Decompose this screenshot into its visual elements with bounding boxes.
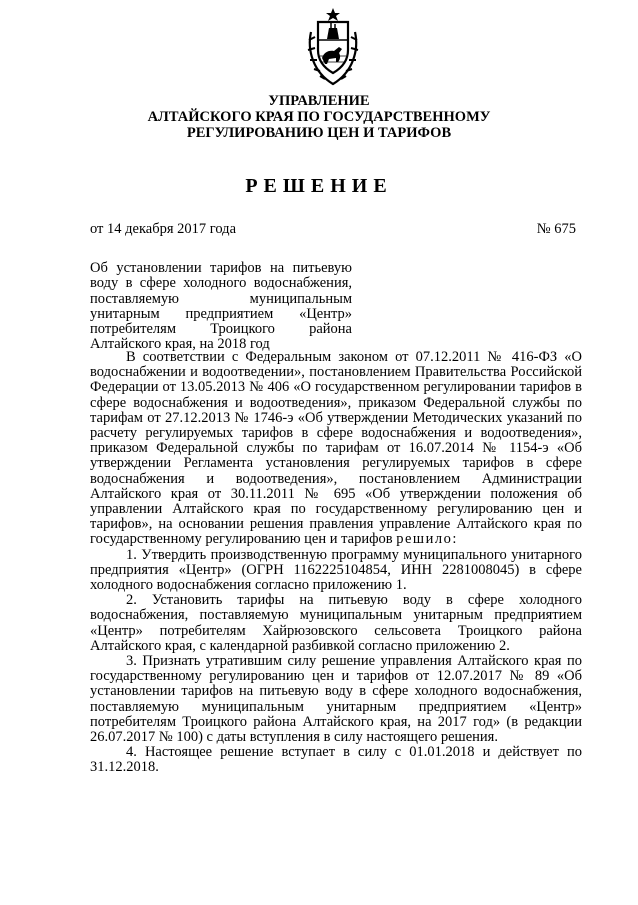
list-item: 1. Утвердить производственную программу муниципального унитарного предприятия «Центр» (ОГРН 1162225104854, ИНН 2281008045) в сфере холодного водоснабжения согласно приложению 1.: [90, 546, 582, 594]
agency-name: [0, 93, 638, 141]
preamble-paragraph: [90, 350, 582, 548]
document-number: № 675: [536, 221, 576, 237]
list-item: 3. Признать утратившим силу решение управления Алтайского края по государственному регулированию цен и тарифов от 12.07.2017 № 89 «Об установлении тарифов на питьевую воду в сфере холодного водоснабжения, поставляемую муниципальным унитарным предприятием «Центр» потребителям Троицкого района Алтайского края, на 2017 год» (в редакции 26.07.2017 № 100) с даты вступления в силу настоящего решения.: [90, 653, 582, 746]
resolved-keyword: решило:: [396, 531, 458, 548]
agency-name-line: УПРАВЛЕНИЕ: [268, 93, 370, 109]
document-date: от 14 декабря 2017 года: [90, 221, 236, 237]
list-item: 4. Настоящее решение вступает в силу с 01.01.2018 и действует по 31.12.2018.: [90, 744, 582, 776]
agency-name-line: РЕГУЛИРОВАНИЮ ЦЕН И ТАРИФОВ: [186, 125, 452, 141]
agency-name-line: АЛТАЙСКОГО КРАЯ ПО ГОСУДАРСТВЕННОМУ: [147, 109, 491, 125]
document-title: РЕШЕНИЕ: [245, 175, 393, 197]
list-item: 2. Установить тарифы на питьевую воду в сфере холодного водоснабжения, поставляемую муниципальным унитарным предприятием «Центр» потребителям Хайрюзовского сельсовета Троицкого района Алтайского края, с календарной разбивкой согласно приложению 2.: [90, 592, 582, 654]
document-body: [90, 350, 582, 776]
altai-krai-coat-of-arms-icon: [305, 6, 361, 88]
document-subject: Об установлении тарифов на питьевую воду в сфере холодного водоснабжения, поставляемую муниципальным унитарным предприятием «Центр» потребителям Троицкого района Алтайского края, на 2018 год: [90, 260, 352, 353]
preamble-text: В соответствии с Федеральным законом от 07.12.2011 № 416-ФЗ «О водоснабжении и водоотведении», постановлением Правительства Российской Федерации от 13.05.2013 № 406 «О государственном регулировании тарифов в сфере водоснабжения и водоотведения», приказом Федеральной службы по тарифам от 27.12.2013 № 1746-э «Об утверждении Методических указаний по расчету регулируемых тарифов в сфере водоснабжения и водоотведения», приказом Федеральной службы по тарифам от 16.07.2014 № 1154-э «Об утверждении Регламента установления регулируемых тарифов в сфере водоснабжения и водоотведения», постановлением Администрации Алтайского края от 30.11.2011 № 695 «Об утверждении положения об управлении Алтайского края по государственному регулированию цен и тарифов», на основании решения правления управление Алтайского края по государственному регулированию цен и тарифов: [90, 349, 582, 548]
